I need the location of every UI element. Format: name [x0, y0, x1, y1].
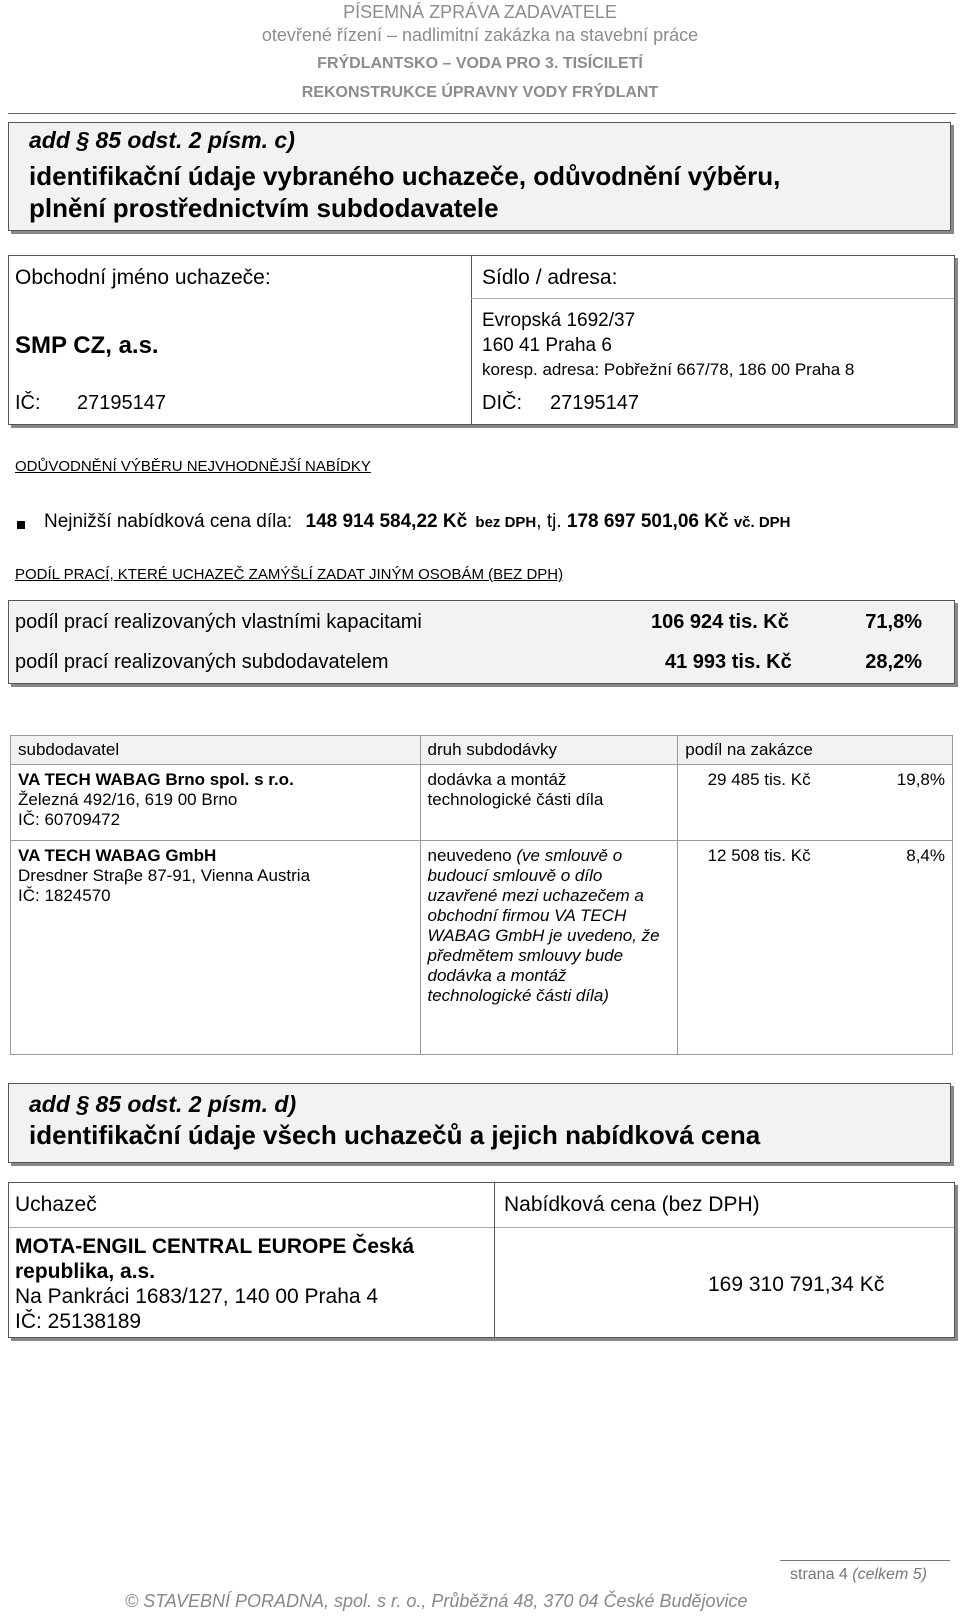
ic-value: 27195147 — [77, 392, 166, 414]
table-row — [11, 765, 953, 841]
bidders-col-price: Nabídková cena (bez DPH) — [504, 1193, 760, 1216]
header-line-4: REKONSTRUKCE ÚPRAVNY VODY FRÝDLANT — [301, 84, 659, 101]
share-row-sub-amount: 41 993 tis. Kč — [665, 651, 792, 673]
incl-vat: vč. DPH — [733, 514, 791, 531]
section-c-title-line1: identifikační údaje vybraného uchazeče, odůvodnění výběru, — [29, 161, 781, 191]
justification-heading: ODŮVODNĚNÍ VÝBĚRU NEJVHODNĚJŠÍ NABÍDKY — [15, 458, 371, 475]
header-line-1: PÍSEMNÁ ZPRÁVA ZADAVATELE — [343, 2, 617, 22]
ic-label: IČ: — [15, 392, 41, 414]
table-row — [11, 841, 953, 1055]
bidder-address: Na Pankráci 1683/127, 140 00 Praha 4 — [15, 1285, 379, 1308]
sub-amount: 29 485 tis. Kč — [678, 765, 818, 841]
sub-name: VA TECH WABAG GmbH — [18, 846, 217, 865]
subcontractor-header-row — [11, 736, 953, 765]
address-line-1: Evropská 1692/37 — [482, 310, 636, 331]
share-box — [8, 600, 955, 684]
price-line — [44, 511, 791, 533]
section-d-title-box — [8, 1083, 951, 1163]
tj-text: , tj. — [536, 511, 562, 532]
name-label: Obchodní jméno uchazeče: — [15, 266, 271, 289]
subcontractor-table — [10, 735, 953, 1055]
share-header: podíl na zakázce — [678, 736, 953, 765]
page-number — [790, 1566, 927, 1584]
sub-ic: IČ: 60709472 — [18, 810, 121, 829]
kind-header: druh subdodávky — [420, 736, 678, 765]
section-c-ref: add § 85 odst. 2 písm. c) — [29, 127, 295, 153]
sub-name: VA TECH WABAG Brno spol. s r.o. — [18, 770, 294, 789]
section-c-title-line2: plnění prostřednictvím subdodavatele — [29, 193, 499, 223]
footer-publisher: © STAVEBNÍ PORADNA, spol. s r. o., Průběžná 48, 370 04 České Budějovice — [125, 1591, 748, 1611]
section-d-ref: add § 85 odst. 2 písm. d) — [29, 1091, 297, 1117]
price-excl: 148 914 584,22 Kč — [305, 511, 468, 532]
bidder-ic: IČ: 25138189 — [15, 1310, 142, 1333]
bidder-name-line2: republika, a.s. — [15, 1260, 156, 1283]
sub-kind-prefix: neuvedeno — [427, 846, 517, 865]
sub-amount: 12 508 tis. Kč — [678, 841, 818, 1055]
price-label: Nejnižší nabídková cena díla: — [44, 511, 293, 532]
section-d-title: identifikační údaje všech uchazečů a jejich nabídková cena — [29, 1120, 761, 1150]
header-line-2: otevřené řízení – nadlimitní zakázka na stavební práce — [261, 25, 699, 45]
sub-percent: 8,4% — [818, 841, 953, 1055]
sub-kind-note: (ve smlouvě o budoucí smlouvě o dílo uzavřené mezi uchazečem a obchodní firmou VA TECH WABAG GmbH je uvedeno, že předmětem smlouvy bude dodávka a montáž technologické části díla) — [427, 846, 660, 1005]
address-label: Sídlo / adresa: — [482, 266, 618, 289]
winner-box — [8, 255, 955, 425]
share-row-sub-label: podíl prací realizovaných subdodavatelem — [15, 651, 389, 673]
price-incl: 178 697 501,06 Kč — [566, 511, 729, 532]
sub-address: Železná 492/16, 619 00 Brno — [18, 790, 238, 809]
section-c-title-box — [8, 122, 951, 231]
bidders-col-name: Uchazeč — [15, 1193, 97, 1216]
share-row-sub-percent: 28,2% — [865, 651, 922, 673]
sub-kind: dodávka a montáž technologické části díla — [420, 765, 678, 841]
sub-address: Dresdner Straβe 87-91, Vienna Austria — [18, 866, 311, 885]
share-row-own-percent: 71,8% — [865, 611, 922, 633]
bidders-col-divider — [494, 1183, 495, 1337]
bidder-price: 169 310 791,34 Kč — [708, 1273, 885, 1296]
page-current: strana 4 — [790, 1566, 848, 1583]
bidders-box — [8, 1182, 955, 1338]
share-heading: PODÍL PRACÍ, KTERÉ UCHAZEČ ZAMÝŠLÍ ZADAT JINÝM OSOBÁM (BEZ DPH) — [15, 566, 564, 583]
address-line-2: 160 41 Praha 6 — [482, 335, 612, 356]
corresp-address: koresp. adresa: Pobřežní 667/78, 186 00 Praha 8 — [482, 360, 855, 379]
sub-percent: 19,8% — [818, 765, 953, 841]
sub-ic: IČ: 1824570 — [18, 886, 111, 905]
subcontractor-header: subdodavatel — [11, 736, 421, 765]
footer-rule — [780, 1560, 950, 1561]
dic-value: 27195147 — [550, 392, 639, 414]
bidder-name-line1: MOTA-ENGIL CENTRAL EUROPE Česká — [15, 1235, 415, 1258]
bullet-icon — [17, 521, 25, 529]
winner-name: SMP CZ, a.s. — [15, 332, 159, 359]
header-line-3: FRÝDLANTSKO – VODA PRO 3. TISÍCILETÍ — [317, 55, 643, 72]
dic-label: DIČ: — [482, 392, 522, 414]
page-total: (celkem 5) — [852, 1566, 927, 1583]
sub-kind — [420, 841, 678, 1055]
share-row-own-amount: 106 924 tis. Kč — [651, 611, 789, 633]
share-row-own-label: podíl prací realizovaných vlastními kapacitami — [15, 611, 422, 633]
bidders-header-row — [9, 1183, 954, 1228]
header-rule — [8, 113, 956, 114]
excl-vat: bez DPH — [475, 514, 537, 531]
